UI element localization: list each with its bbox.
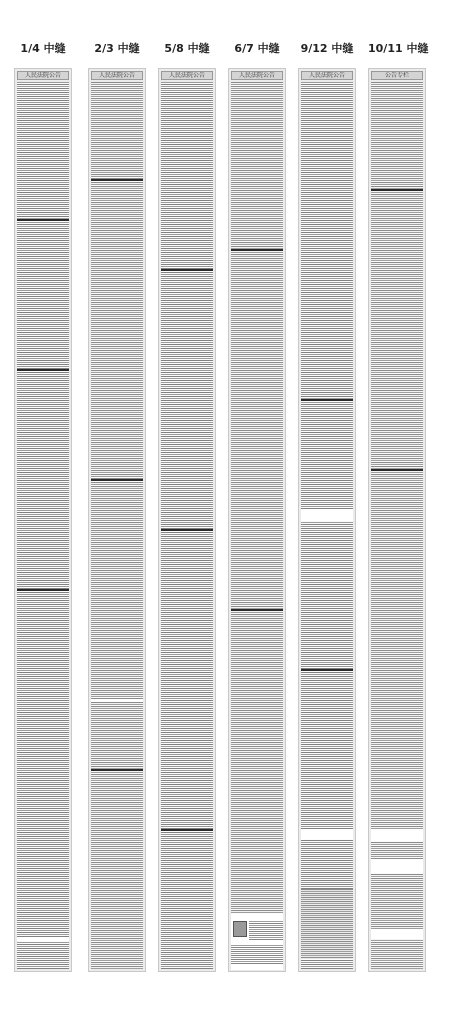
column-label: 5/8 中缝 xyxy=(164,42,210,55)
notice-text-block xyxy=(231,82,283,969)
strip-header: 人民法院公告 xyxy=(17,71,69,80)
table-block xyxy=(301,889,353,959)
notice-strip xyxy=(368,68,426,972)
paragraph-gap xyxy=(301,509,353,521)
strip-header: 人民法院公告 xyxy=(301,71,353,80)
column-label: 1/4 中缝 xyxy=(20,42,66,55)
column-label: 10/11 中缝 xyxy=(368,42,429,55)
notice-strip xyxy=(88,68,146,972)
notice-text-block xyxy=(17,82,69,969)
notice-strip xyxy=(228,68,286,972)
strip-header: 公告专栏 xyxy=(371,71,423,80)
section-heading-rule xyxy=(371,469,423,471)
notice-strip xyxy=(14,68,72,972)
gutter-column-3 xyxy=(158,0,216,1016)
portrait-photo xyxy=(233,921,247,937)
section-heading-rule xyxy=(301,669,353,671)
section-heading-rule xyxy=(161,829,213,831)
column-label: 9/12 中缝 xyxy=(300,42,354,55)
notice-text-block xyxy=(249,921,283,941)
gutter-column-5 xyxy=(298,0,356,1016)
gutter-column-4 xyxy=(228,0,286,1016)
section-heading-rule xyxy=(91,479,143,481)
section-heading-rule xyxy=(231,249,283,251)
section-heading-rule xyxy=(17,589,69,591)
gutter-column-6 xyxy=(368,0,429,1016)
section-heading-rule xyxy=(17,219,69,221)
section-heading-rule xyxy=(91,179,143,181)
section-heading-rule xyxy=(231,609,283,611)
section-heading-rule xyxy=(17,369,69,371)
gutter-column-1 xyxy=(14,0,72,1016)
strip-header: 人民法院公告 xyxy=(91,71,143,80)
notice-strip xyxy=(158,68,216,972)
paragraph-gap xyxy=(301,829,353,839)
paragraph-gap xyxy=(17,937,69,941)
paragraph-gap xyxy=(91,699,143,702)
column-label: 6/7 中缝 xyxy=(234,42,280,55)
section-heading-rule xyxy=(161,529,213,531)
paragraph-gap xyxy=(371,929,423,939)
notice-text-block xyxy=(231,945,283,965)
notice-text-block xyxy=(161,82,213,969)
section-heading-rule xyxy=(161,269,213,271)
notice-text-block xyxy=(91,82,143,969)
paragraph-gap xyxy=(371,829,423,841)
strip-header: 人民法院公告 xyxy=(161,71,213,80)
section-heading-rule xyxy=(301,399,353,401)
paragraph-gap xyxy=(371,859,423,873)
column-label: 2/3 中缝 xyxy=(94,42,140,55)
section-heading-rule xyxy=(371,189,423,191)
notice-strip xyxy=(298,68,356,972)
section-heading-rule xyxy=(91,769,143,771)
strip-header: 人民法院公告 xyxy=(231,71,283,80)
gutter-column-2 xyxy=(88,0,146,1016)
